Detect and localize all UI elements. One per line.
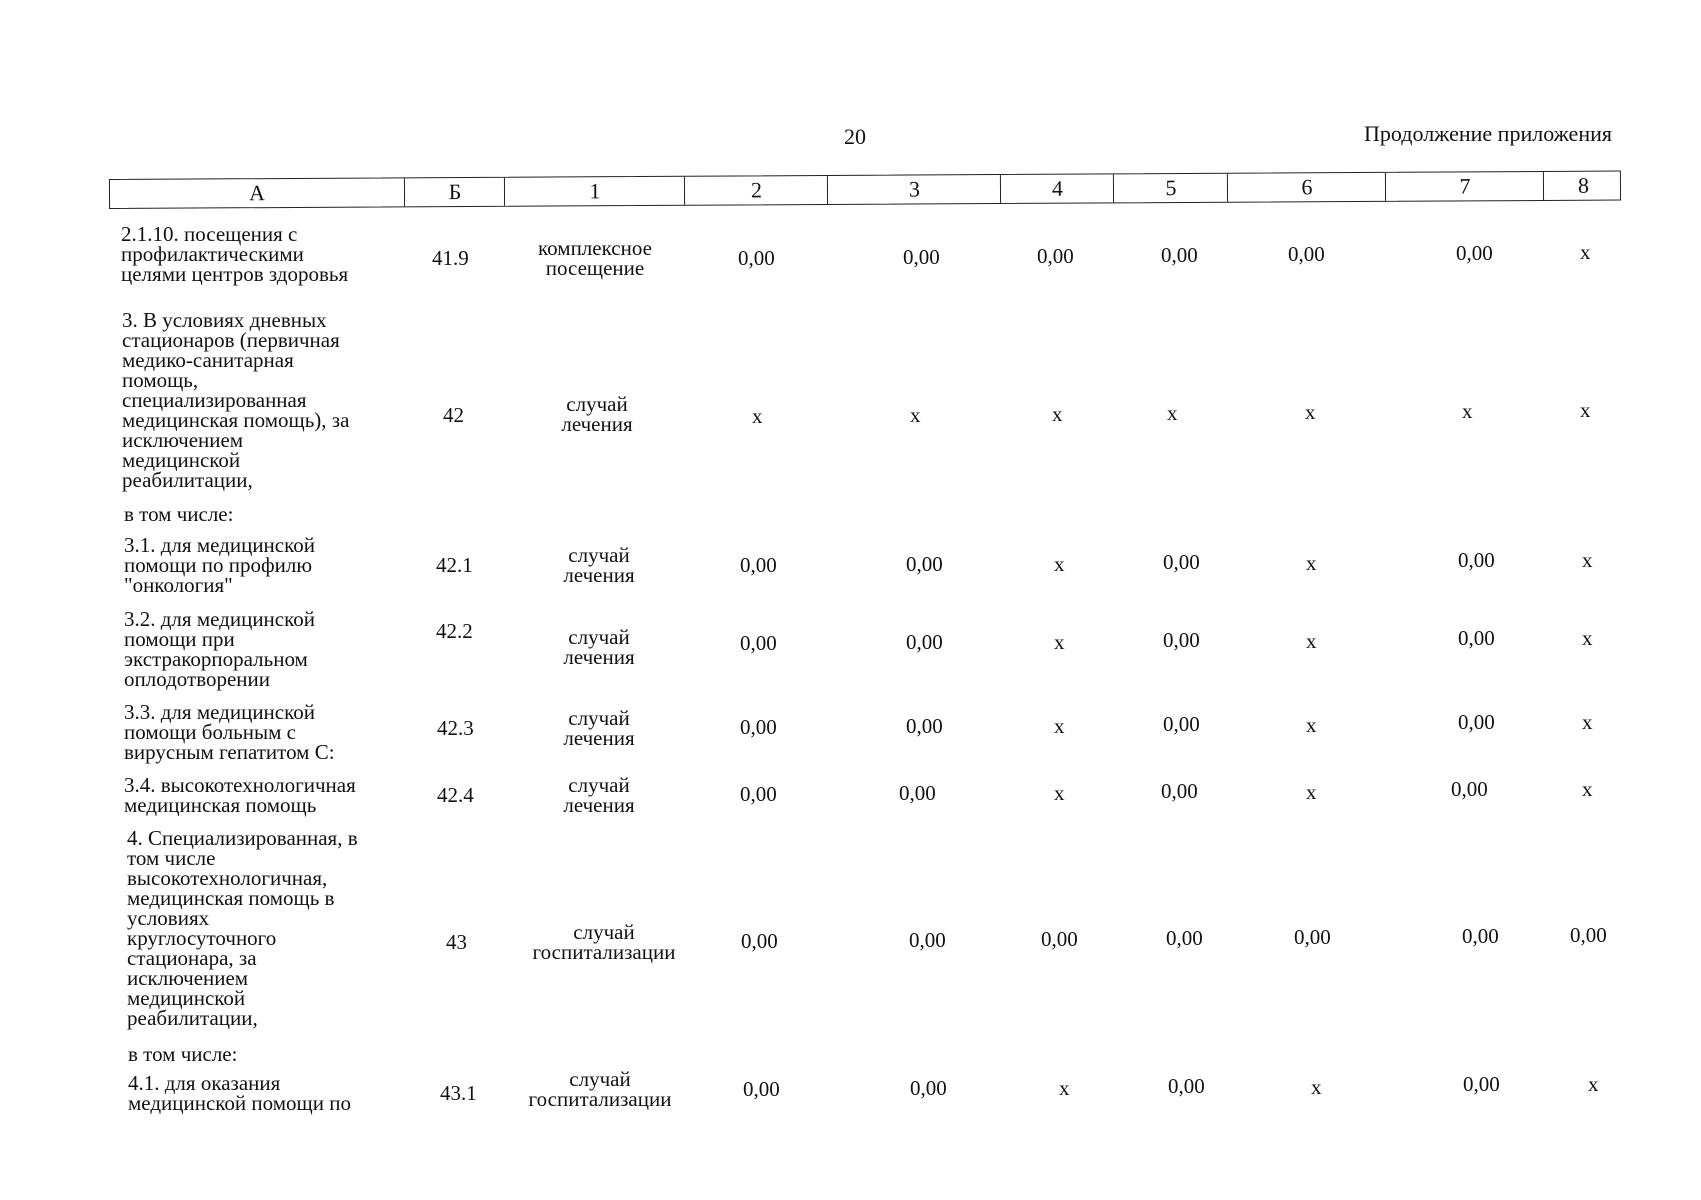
row-value-8: х	[1580, 398, 1591, 422]
row-unit: случай лечения	[563, 706, 635, 750]
row-code: 42.4	[437, 783, 474, 807]
row-value-2: 0,00	[743, 1077, 780, 1101]
row-value-7: 0,00	[1458, 710, 1495, 734]
header-cell-4: 4	[1000, 174, 1114, 203]
row-value-8: х	[1588, 1072, 1599, 1096]
row-value-2: 0,00	[740, 553, 777, 577]
row-value-6: х	[1306, 780, 1317, 804]
row-value-6: х	[1306, 551, 1317, 575]
row-value-5: х	[1167, 401, 1178, 425]
row-value-8: х	[1582, 626, 1593, 650]
row-value-4: х	[1054, 781, 1065, 805]
row-value-2: 0,00	[740, 782, 777, 806]
row-unit: случай госпитализации	[528, 1067, 672, 1111]
row-value-7: 0,00	[1456, 241, 1493, 265]
row-code: 41.9	[432, 246, 469, 270]
header-cell-a: А	[248, 180, 266, 206]
row-value-5: 0,00	[1161, 779, 1198, 803]
row-value-2: 0,00	[740, 631, 777, 655]
row-value-3: 0,00	[906, 552, 943, 576]
header-cell-1: 1	[504, 177, 685, 206]
row-label: 3.3. для медицинской помощи больным с вирусным гепатитом С:	[124, 700, 335, 764]
row-value-6: х	[1306, 713, 1317, 737]
row-value-6: 0,00	[1288, 242, 1325, 266]
row-value-5: 0,00	[1163, 628, 1200, 652]
row-value-4: х	[1054, 630, 1065, 654]
row-value-2: 0,00	[738, 246, 775, 270]
row-value-2: х	[752, 404, 763, 428]
row-value-8: х	[1582, 777, 1593, 801]
row-code: 43.1	[440, 1081, 477, 1105]
row-code: 42.3	[437, 716, 474, 740]
row-unit: случай лечения	[561, 392, 633, 436]
row-value-8: 0,00	[1570, 923, 1607, 947]
row-value-2: 0,00	[741, 929, 778, 953]
subheading: в том числе:	[124, 502, 234, 526]
row-value-3: 0,00	[909, 928, 946, 952]
row-label: 4.1. для оказания медицинской помощи по	[128, 1071, 351, 1115]
header-cell-b: Б	[404, 178, 505, 207]
row-value-3: 0,00	[903, 245, 940, 269]
row-label: 3.1. для медицинской помощи по профилю "онкология"	[124, 533, 315, 597]
row-value-4: х	[1059, 1076, 1070, 1100]
row-value-5: 0,00	[1163, 550, 1200, 574]
row-value-6: х	[1311, 1075, 1322, 1099]
row-value-4: х	[1052, 402, 1063, 426]
row-unit: случай лечения	[563, 543, 635, 587]
row-value-3: 0,00	[906, 714, 943, 738]
row-value-7: 0,00	[1462, 924, 1499, 948]
row-code: 42.1	[436, 553, 473, 577]
row-unit: случай лечения	[563, 773, 635, 817]
row-unit: комплексное посещение	[538, 236, 652, 280]
header-cell-2: 2	[684, 176, 828, 205]
row-value-6: х	[1306, 629, 1317, 653]
row-value-3: 0,00	[899, 781, 936, 805]
row-value-7: 0,00	[1458, 626, 1495, 650]
row-value-6: х	[1305, 400, 1316, 424]
row-label: 3. В условиях дневных стационаров (первичная медико-санитарная помощь, специализированная медицинская помощь), за исключением медицинской реабилитации,	[122, 308, 350, 492]
row-value-4: 0,00	[1037, 244, 1074, 268]
header-cell-7: 7	[1385, 172, 1544, 201]
row-code: 42	[443, 403, 464, 427]
row-label: 3.2. для медицинской помощи при экстракорпоральном оплодотворении	[124, 607, 315, 691]
row-label: 2.1.10. посещения с профилактическими целями центров здоровья	[121, 222, 349, 286]
row-label: 4. Специализированная, в том числе высокотехнологичная, медицинская помощь в условиях круглосуточного стационара, за исключением медицинской реабилитации,	[127, 826, 358, 1030]
row-value-4: х	[1054, 714, 1065, 738]
row-code: 42.2	[436, 619, 473, 643]
row-value-3: 0,00	[906, 630, 943, 654]
row-value-2: 0,00	[740, 715, 777, 739]
row-value-3: х	[910, 403, 921, 427]
row-value-7: 0,00	[1458, 548, 1495, 572]
row-value-7: 0,00	[1463, 1072, 1500, 1096]
row-code: 43	[446, 930, 467, 954]
row-value-5: 0,00	[1161, 243, 1198, 267]
header-cell-5: 5	[1113, 174, 1228, 203]
row-value-3: 0,00	[910, 1076, 947, 1100]
row-label: 3.4. высокотехнологичная медицинская помощь	[124, 773, 356, 817]
row-value-5: 0,00	[1166, 926, 1203, 950]
continuation-label: Продолжение приложения	[1364, 121, 1612, 146]
row-unit: случай госпитализации	[532, 920, 676, 964]
header-cell-6: 6	[1227, 173, 1386, 202]
row-value-7: 0,00	[1451, 777, 1488, 801]
subheading: в том числе:	[128, 1042, 238, 1066]
row-value-6: 0,00	[1294, 925, 1331, 949]
header-cell-3: 3	[827, 175, 1001, 204]
row-value-5: 0,00	[1168, 1074, 1205, 1098]
row-unit: случай лечения	[563, 625, 635, 669]
row-value-8: х	[1582, 710, 1593, 734]
row-value-7: х	[1462, 399, 1473, 423]
page-number: 20	[844, 124, 866, 149]
row-value-4: 0,00	[1041, 927, 1078, 951]
header-cell-8: 8	[1543, 172, 1623, 200]
row-value-8: х	[1582, 548, 1593, 572]
row-value-8: х	[1580, 240, 1591, 264]
row-value-4: х	[1054, 552, 1065, 576]
row-value-5: 0,00	[1163, 712, 1200, 736]
